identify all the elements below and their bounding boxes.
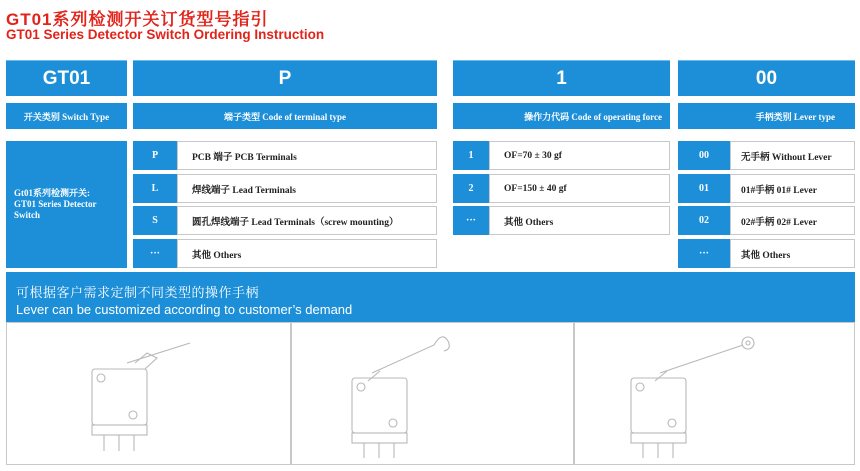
terminal-code: ···	[133, 239, 177, 268]
lever-code: 00	[678, 141, 730, 170]
page-title-cn: GT01系列检测开关订货型号指引	[6, 10, 269, 29]
subheader-terminal-type: 端子类型 Code of terminal type	[133, 103, 437, 129]
lever-desc: 无手柄 Without Lever	[730, 141, 855, 170]
switch-type-line2: GT01 Series Detector	[14, 199, 97, 209]
roller-lever-switch-image	[575, 323, 856, 466]
subheader-switch-type: 开关类别 Switch Type	[6, 103, 127, 129]
subheader-lever-type: 手柄类别 Lever type	[678, 103, 855, 129]
straight-lever-switch-image	[7, 323, 292, 466]
page-title-en: GT01 Series Detector Switch Ordering Instruction	[6, 27, 325, 42]
lever-code: ···	[678, 239, 730, 268]
terminal-desc: PCB 端子 PCB Terminals	[177, 141, 437, 170]
switch-type-block	[6, 141, 127, 268]
banner-text-en: Lever can be customized according to customer’s demand	[16, 302, 353, 317]
force-desc: OF=150 ± 40 gf	[489, 174, 670, 203]
lever-desc: 其他 Others	[730, 239, 855, 268]
switch-type-line1: Gt01系列检测开关:	[14, 188, 90, 198]
banner-text-cn: 可根据客户需求定制不同类型的操作手柄	[16, 285, 260, 300]
lever-desc: 02#手柄 02# Lever	[730, 206, 855, 235]
force-code: 2	[453, 174, 489, 203]
terminal-code: P	[133, 141, 177, 170]
terminal-desc: 圆孔焊线端子 Lead Terminals（screw mounting）	[177, 206, 437, 235]
terminal-desc: 焊线端子 Lead Terminals	[177, 174, 437, 203]
custom-lever-banner	[6, 272, 855, 322]
header-code-switch-type: GT01	[6, 60, 127, 96]
terminal-code: S	[133, 206, 177, 235]
hook-lever-switch-image	[292, 323, 575, 466]
terminal-desc: 其他 Others	[177, 239, 437, 268]
lever-code: 01	[678, 174, 730, 203]
header-code-terminal: P	[133, 60, 437, 96]
force-code: ···	[453, 206, 489, 235]
lever-code: 02	[678, 206, 730, 235]
header-code-force: 1	[453, 60, 670, 96]
force-code: 1	[453, 141, 489, 170]
terminal-code: L	[133, 174, 177, 203]
lever-desc: 01#手柄 01# Lever	[730, 174, 855, 203]
force-desc: OF=70 ± 30 gf	[489, 141, 670, 170]
header-code-lever: 00	[678, 60, 855, 96]
switch-type-line3: Switch	[14, 210, 41, 220]
lever-image-panel	[6, 322, 291, 465]
lever-image-panel	[574, 322, 855, 465]
subheader-operating-force: 操作力代码 Code of operating force	[453, 103, 670, 129]
lever-image-panel	[291, 322, 574, 465]
force-desc: 其他 Others	[489, 206, 670, 235]
